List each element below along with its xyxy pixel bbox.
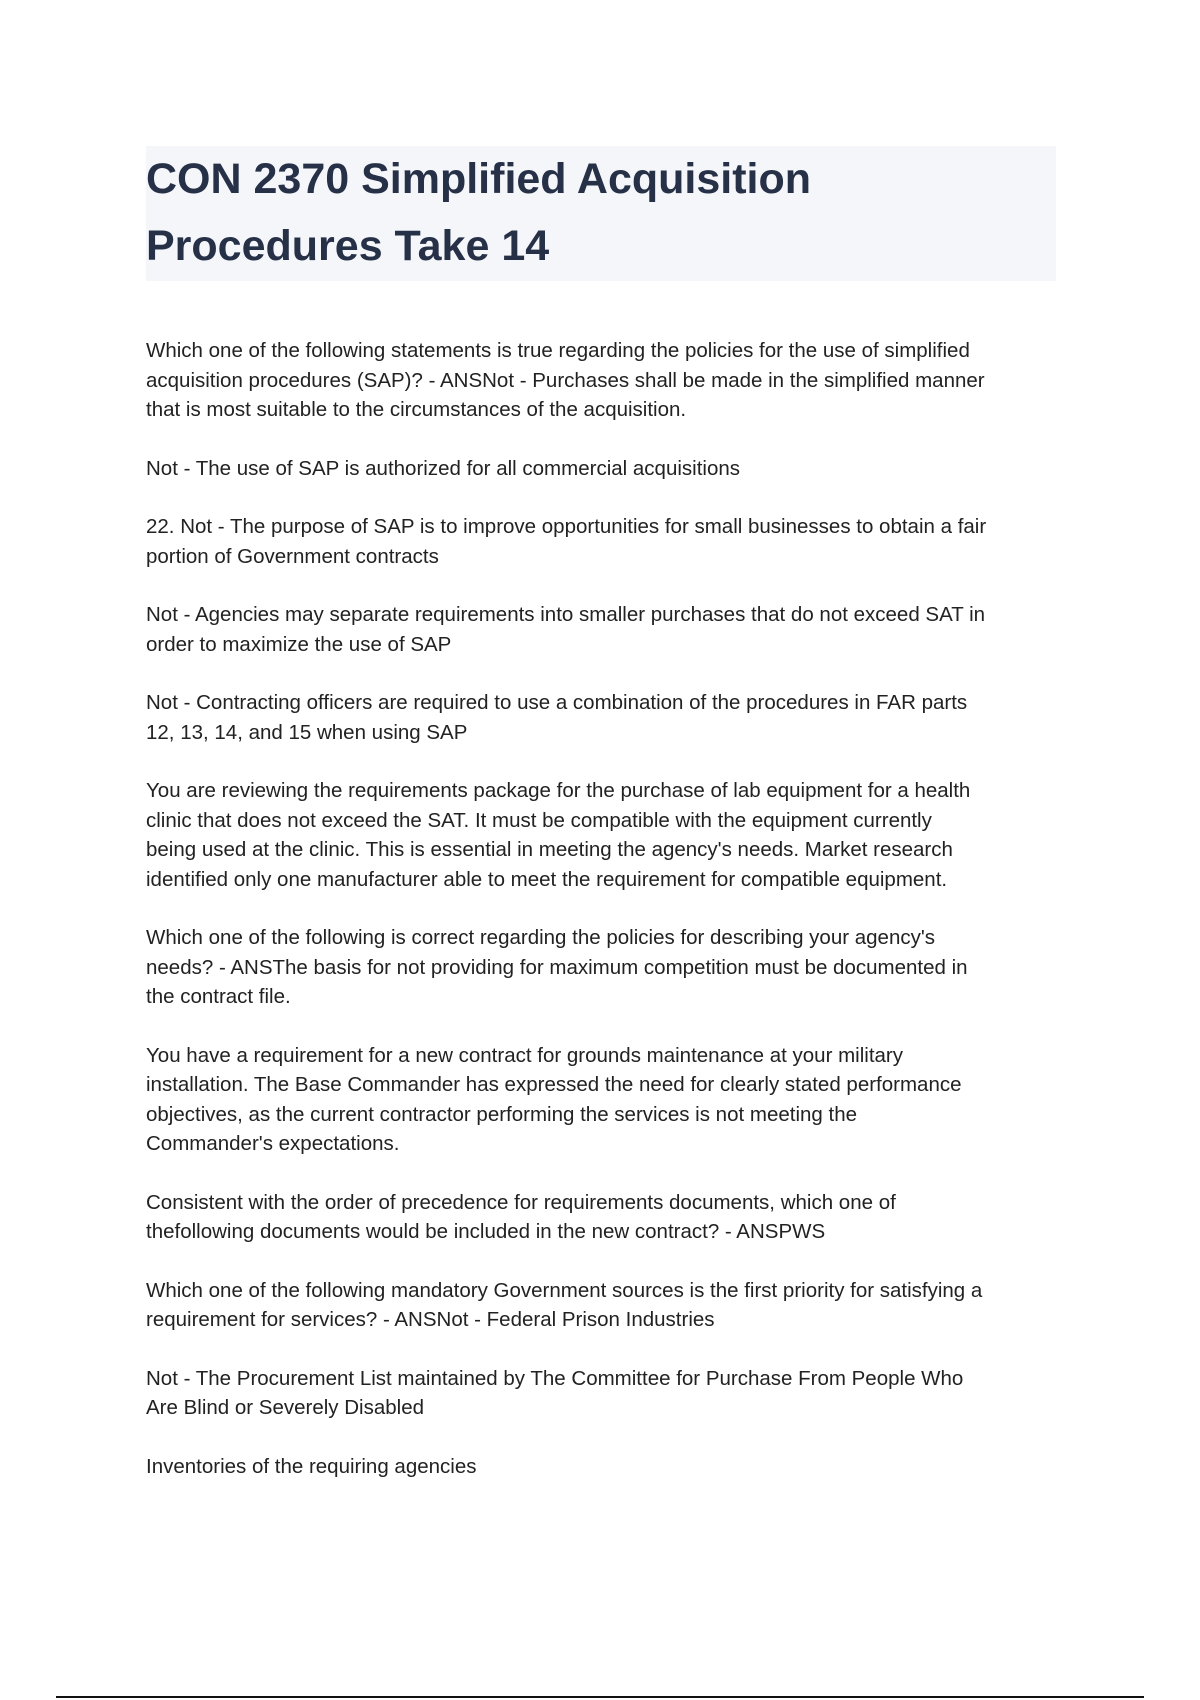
page-title-line: CON 2370 Simplified Acquisition — [146, 155, 812, 203]
text-line: thefollowing documents would be included in the new contract? - ANSPWS — [146, 1220, 826, 1243]
page-title — [146, 146, 1046, 280]
paragraph — [146, 1452, 1056, 1482]
text-line: Which one of the following mandatory Government sources is the first priority for satisfying a — [146, 1278, 983, 1302]
footer-divider — [56, 1696, 1144, 1698]
text-line: the contract file. — [146, 985, 291, 1008]
text-line: being used at the clinic. This is essential in meeting the agency's needs. Market research — [146, 838, 953, 861]
text-line: You are reviewing the requirements package for the purchase of lab equipment for a health — [146, 779, 971, 802]
text-line: Which one of the following is correct regarding the policies for describing your agency's — [146, 926, 936, 949]
text-line: needs? - ANSThe basis for not providing for maximum competition must be documented in — [146, 955, 968, 979]
paragraph — [146, 776, 1056, 894]
text-line: installation. The Base Commander has expressed the need for clearly stated performance — [146, 1073, 962, 1096]
text-line: Inventories of the requiring agencies — [146, 1454, 477, 1478]
text-line: 12, 13, 14, and 15 when using SAP — [146, 720, 468, 744]
paragraph — [146, 336, 1056, 425]
text-line: that is most suitable to the circumstances of the acquisition. — [146, 398, 687, 421]
text-line: Consistent with the order of precedence for requirements documents, which one of — [146, 1190, 896, 1214]
text-line: clinic that does not exceed the SAT. It must be compatible with the equipment currently — [146, 808, 932, 832]
paragraph — [146, 688, 1056, 747]
text-line: Which one of the following statements is true regarding the policies for the use of simplified — [146, 339, 970, 362]
text-line: Not - The Procurement List maintained by The Committee for Purchase From People Who — [146, 1366, 964, 1390]
text-line: Are Blind or Severely Disabled — [146, 1396, 425, 1419]
text-line: identified only one manufacturer able to meet the requirement for compatible equipment. — [146, 867, 948, 891]
text-line: Not - Agencies may separate requirements into smaller purchases that do not exceed SAT in — [146, 603, 986, 626]
text-line: order to maximize the use of SAP — [146, 632, 452, 656]
text-line: Not - Contracting officers are required to use a combination of the procedures in FAR parts — [146, 691, 968, 714]
text-line: 22. Not - The purpose of SAP is to improve opportunities for small businesses to obtain a fair — [146, 515, 987, 538]
document-body — [146, 336, 1056, 1510]
text-line: requirement for services? - ANSNot - Federal Prison Industries — [146, 1308, 715, 1331]
paragraph — [146, 923, 1056, 1012]
paragraph — [146, 1041, 1056, 1159]
page-title-line: Procedures Take 14 — [146, 222, 550, 270]
text-line: objectives, as the current contractor performing the services is not meeting the — [146, 1102, 858, 1126]
paragraph — [146, 512, 1056, 571]
text-line: Not - The use of SAP is authorized for all commercial acquisitions — [146, 456, 741, 480]
text-line: acquisition procedures (SAP)? - ANSNot - Purchases shall be made in the simplified manner — [146, 368, 985, 392]
paragraph — [146, 600, 1056, 659]
text-line: portion of Government contracts — [146, 544, 439, 568]
paragraph — [146, 1188, 1056, 1247]
paragraph — [146, 454, 1056, 484]
text-line: You have a requirement for a new contract for grounds maintenance at your military — [146, 1043, 904, 1067]
text-line: Commander's expectations. — [146, 1132, 400, 1155]
paragraph — [146, 1276, 1056, 1335]
paragraph — [146, 1364, 1056, 1423]
title-banner — [146, 146, 1056, 281]
